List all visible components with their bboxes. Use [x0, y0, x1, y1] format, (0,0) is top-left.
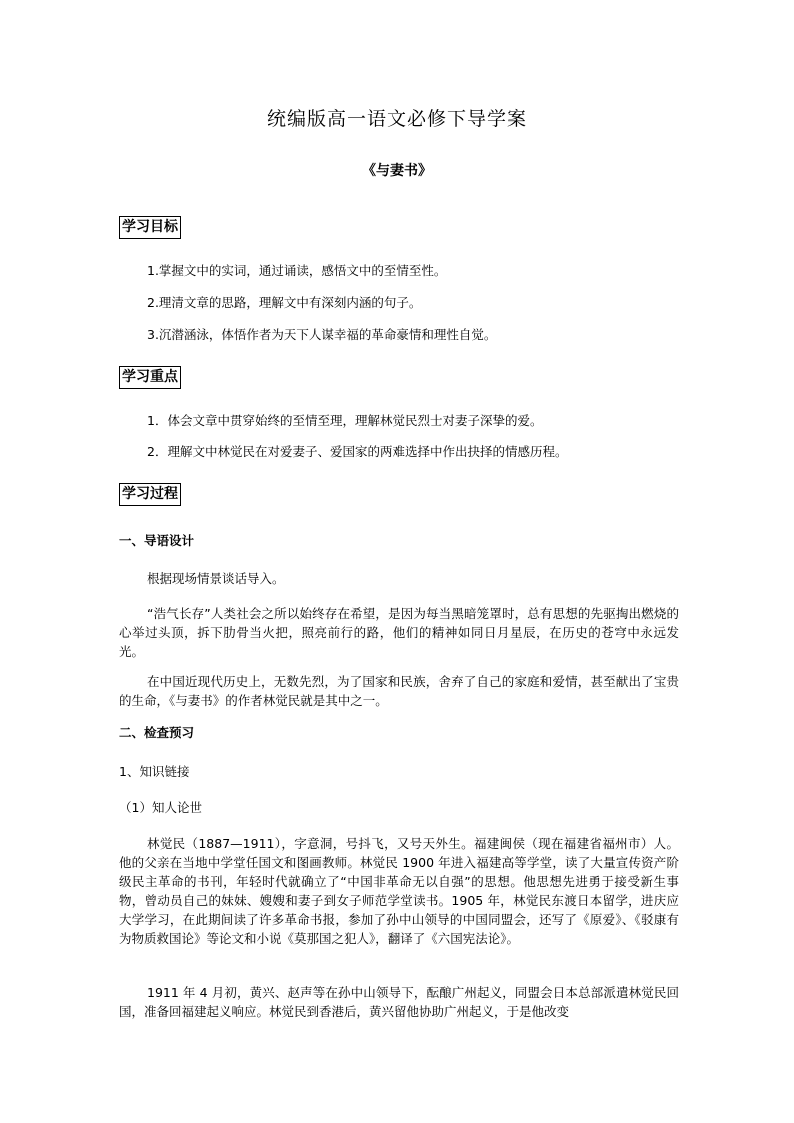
section-heading-goals: 学习目标 — [119, 216, 181, 239]
part2-heading: 二、检查预习 — [119, 725, 195, 740]
focus-item: 2．理解文中林觉民在对爱妻子、爱国家的两难选择中作出抉择的情感历程。 — [147, 444, 568, 459]
part2-subheading: 1、知识链接 — [119, 764, 190, 779]
part2-paragraph: 1911 年 4 月初，黄兴、赵声等在孙中山领导下，酝酿广州起义，同盟会日本总部派遣林觉民回国，准备回福建起义响应。林觉民到香港后，黄兴留他协助广州起义，于是他改变 — [119, 985, 679, 1019]
focus-item: 1．体会文章中贯穿始终的至情至理，理解林觉民烈士对妻子深挚的爱。 — [147, 413, 543, 428]
part1-paragraph: “浩气长存”人类社会之所以始终存在希望，是因为每当黑暗笼罩时，总有思想的先驱掏出燃烧的心举过头顶，拆下肋骨当火把，照亮前行的路，他们的精神如同日月星辰，在历史的苍穹中永远发光。 — [119, 606, 679, 659]
part1-paragraph: 根据现场情景谈话导入。 — [147, 571, 285, 586]
goal-item: 2.理清文章的思路，理解文中有深刻内涵的句子。 — [147, 295, 422, 310]
section-heading-process: 学习过程 — [119, 483, 181, 506]
part1-paragraph: 在中国近现代历史上，无数先烈，为了国家和民族，舍弃了自己的家庭和爱情，甚至献出了宝贵的生命，《与妻书》的作者林觉民就是其中之一。 — [119, 674, 679, 708]
document-title: 统编版高一语文必修下导学案 — [266, 108, 527, 130]
section-heading-focus: 学习重点 — [119, 366, 181, 389]
document-subtitle: 《与妻书》 — [362, 163, 432, 179]
goal-item: 3.沉潜涵泳，体悟作者为天下人谋幸福的革命豪情和理性自觉。 — [147, 327, 497, 342]
goal-item: 1.掌握文中的实词，通过诵读，感悟文中的至情至性。 — [147, 263, 447, 278]
part2-paragraph: 林觉民（1887—1911），字意洞，号抖飞，又号天外生。福建闽侯（现在福建省福州市）人。他的父亲在当地中学堂任国文和图画教师。林觉民 1900 年进入福建高等学堂，读了大量宣传资产阶级民主革命的书刊，年轻时代就确立了“中国非革命无以自强”的思想。他思想先进勇于接受新生事物，曾动员自己的妹妹、嫂嫂和妻子到女子师范学堂读书。1905 年，林觉民东渡日本留学，进庆应大学学习，在此期间读了许多革命书报，参加了孙中山领导的中国同盟会，还写了《原爱》、《驳康有为物质救国论》等论文和小说《莫那国之犯人》，翻译了《六国宪法论》。 — [119, 836, 679, 946]
part1-heading: 一、导语设计 — [119, 533, 195, 548]
part2-subheading: （1）知人论世 — [119, 800, 202, 815]
